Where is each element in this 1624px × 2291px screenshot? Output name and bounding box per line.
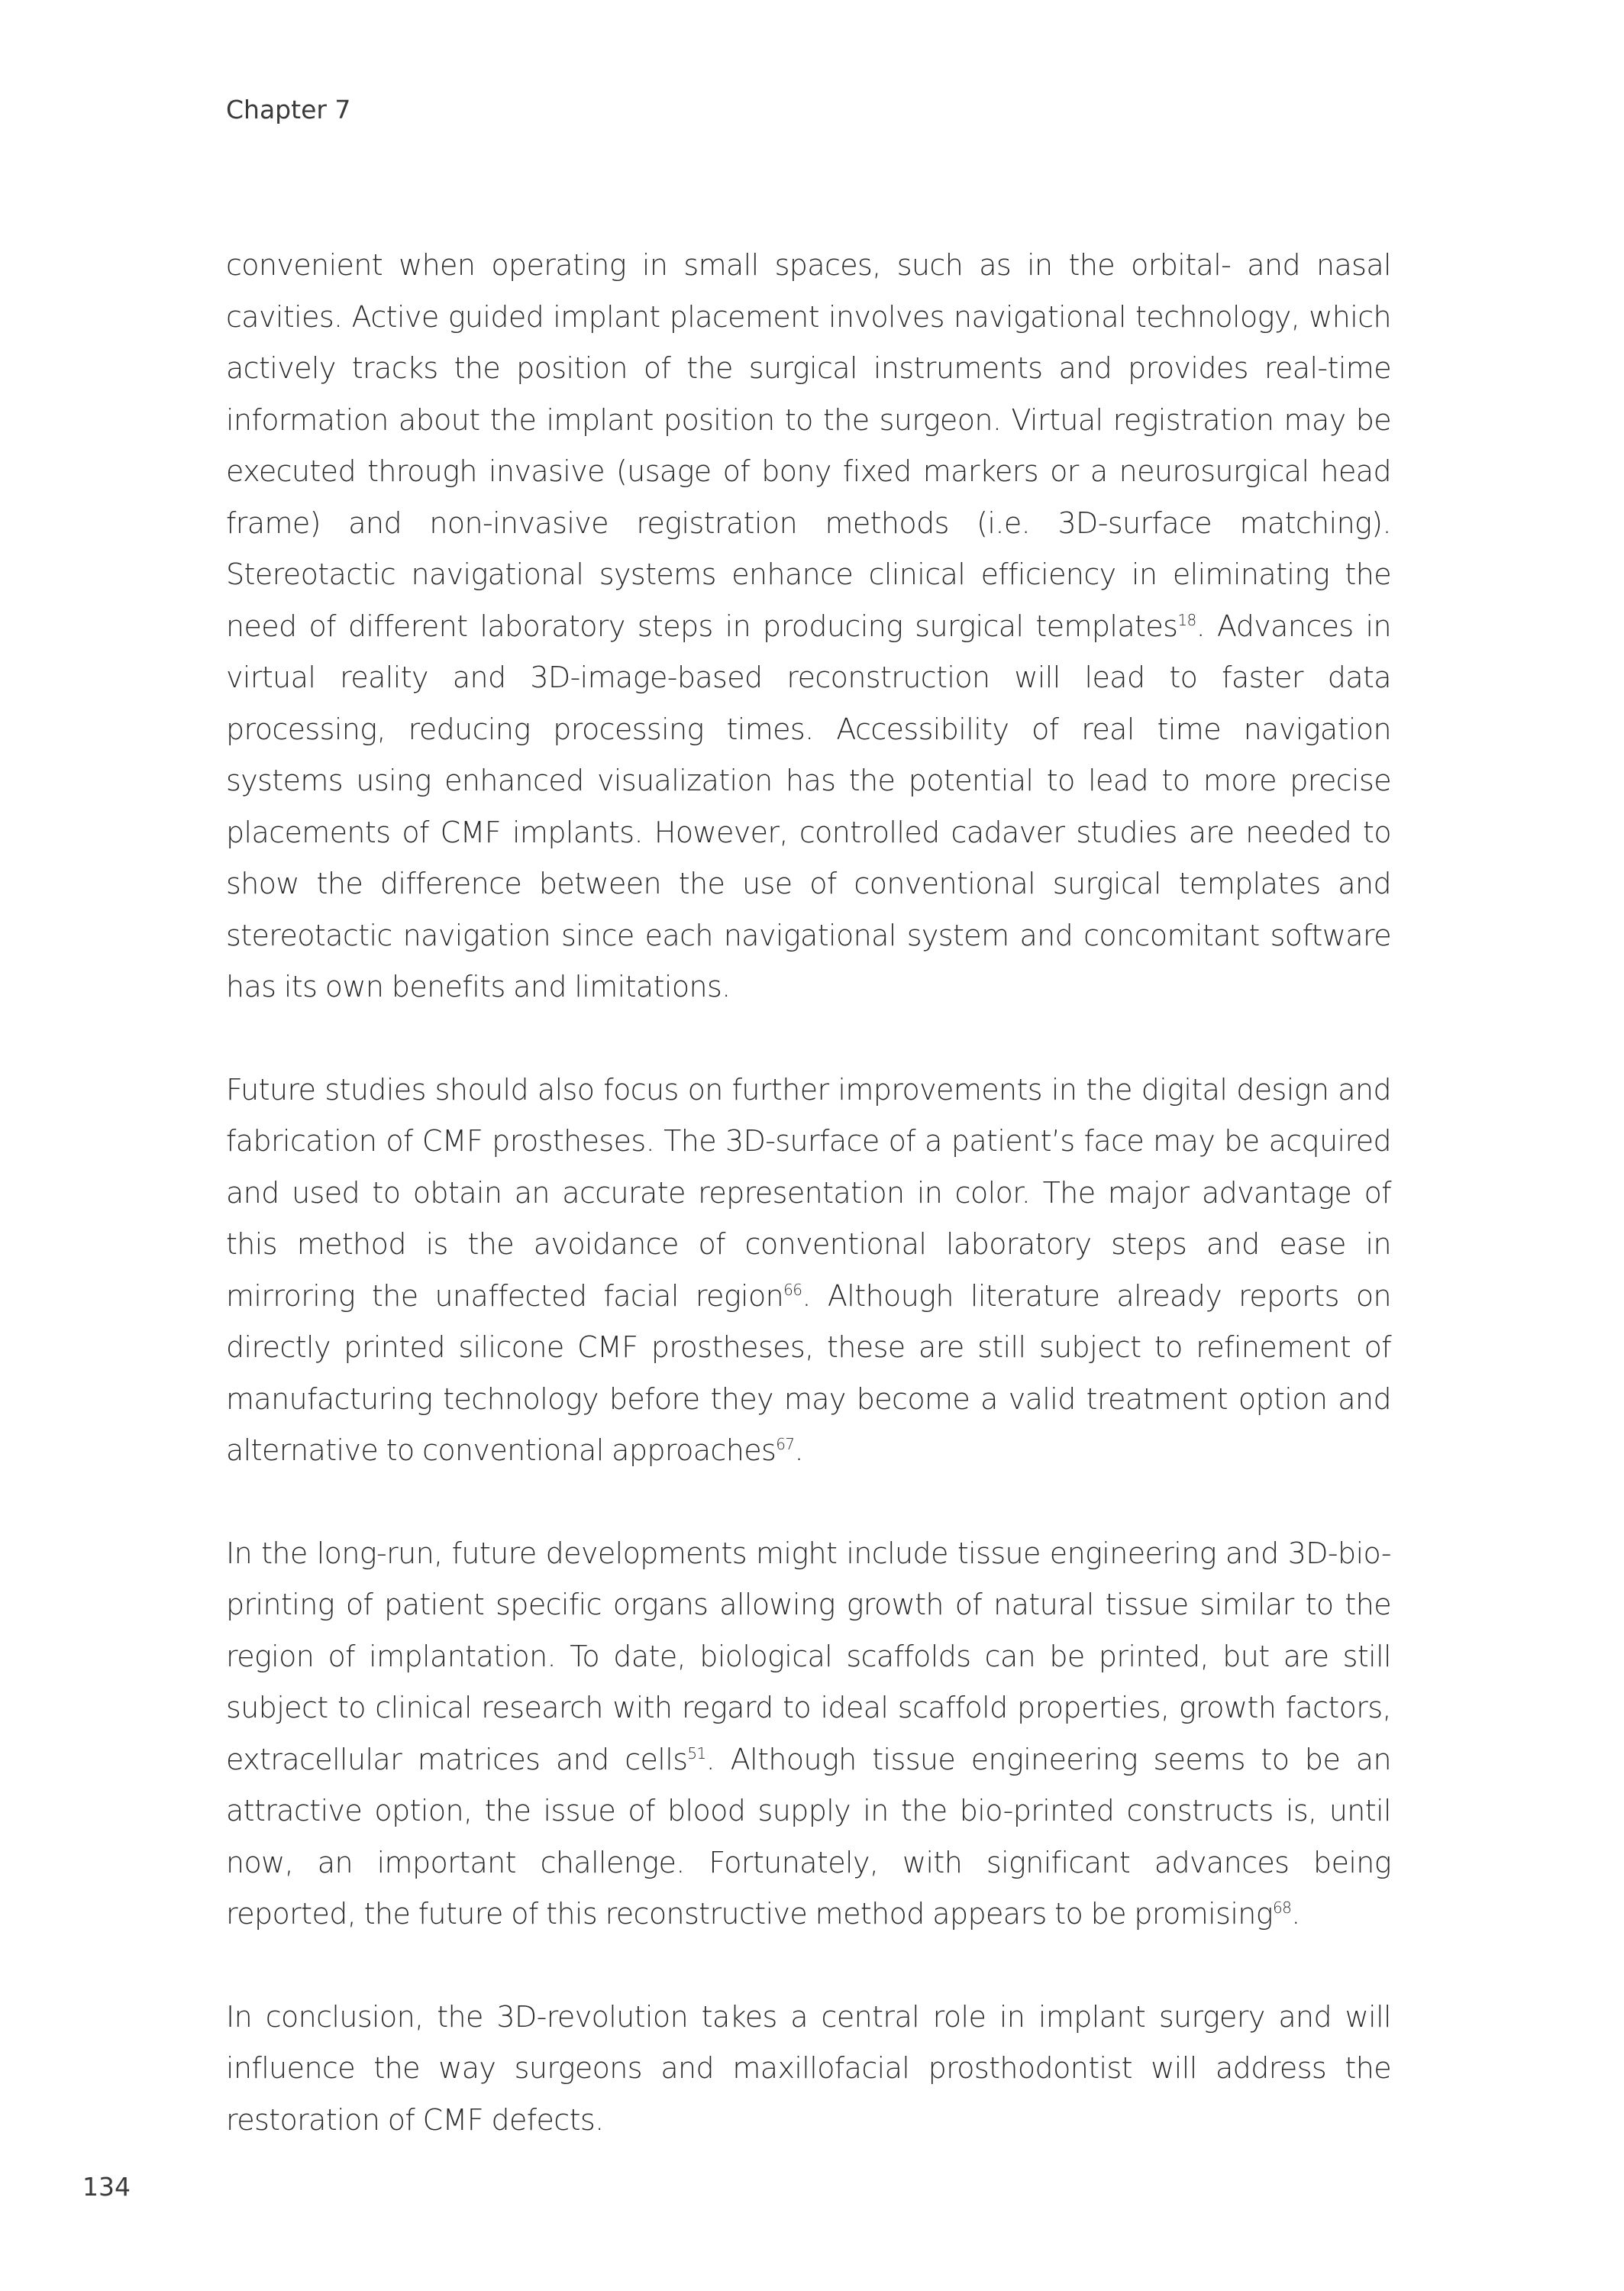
paragraph-conclusion [226, 1992, 1391, 2147]
body-text [226, 240, 1391, 2146]
paragraph-text: Future studies should also focus on further improvements in the digital design and fabrication of CMF prostheses. The 3D-surface of a patient’s face may be acquired and used to obtain an accurate representation in color. The major advantage of this method is the avoidance of conventional laboratory steps and ease in mirroring the unaffected facial region [226, 1072, 1391, 1313]
paragraph-navigation [226, 240, 1391, 1013]
paragraph-prostheses [226, 1065, 1391, 1477]
running-head: Chapter 7 [226, 95, 351, 124]
paragraph-text: . Although tissue engineering seems to be an attractive option, the issue of blood supply in the bio-printed constructs is, until now, an important challenge. Fortunately, with significant advances being reported, the future of this reconstructive method appears to be promising [226, 1742, 1391, 1931]
citation-superscript: 51 [687, 1743, 706, 1763]
paragraph-text: . [1291, 1897, 1300, 1931]
paragraph-bioprinting [226, 1528, 1391, 1940]
citation-superscript: 68 [1272, 1898, 1292, 1917]
citation-superscript: 67 [776, 1435, 795, 1453]
paragraph-text: . Advances in virtual reality and 3D-image-based reconstruction will lead to faster data processing, reducing processing times. Accessibility of real time navigation systems using enhanced visualization has the potential to lead to more precise placements of CMF implants. However, controlled cadaver studies are needed to show the difference between the use of conventional surgical templates and stereotactic navigation since each navigational system and concomitant software has its own benefits and limitations. [226, 609, 1391, 1003]
paragraph-text: In conclusion, the 3D-revolution takes a central role in implant surgery and will influence the way surgeons and maxillofacial prosthodontist will address the restoration of CMF defects. [226, 1999, 1391, 2137]
page-number: 134 [82, 2172, 131, 2202]
paragraph-text: . Although literature already reports on directly printed silicone CMF prostheses, these are still subject to refinement of manufacturing technology before they may become a valid treatment option and alternative to conventional approaches [226, 1278, 1391, 1467]
paragraph-text: In the long-run, future developments might include tissue engineering and 3D-bio-printing of patient specific organs allowing growth of natural tissue similar to the region of implantation. To date, biological scaffolds can be printed, but are still subject to clinical research with regard to ideal scaffold properties, growth factors, extracellular matrices and cells [226, 1536, 1391, 1776]
citation-superscript: 18 [1177, 610, 1196, 629]
paragraph-text: convenient when operating in small spaces, such as in the orbital- and nasal cavities. Active guided implant placement involves navigational technology, which actively tracks the position of the surgical instruments and provides real-time information about the implant position to the surgeon. Virtual registration may be executed through invasive (usage of bony fixed markers or a neurosurgical head frame) and non-invasive registration methods (i.e. 3D-surface matching). Stereotactic navigational systems enhance clinical efficiency in eliminating the need of different laboratory steps in producing surgical templates [226, 248, 1391, 643]
paragraph-text: . [794, 1433, 803, 1467]
citation-superscript: 66 [783, 1280, 802, 1299]
